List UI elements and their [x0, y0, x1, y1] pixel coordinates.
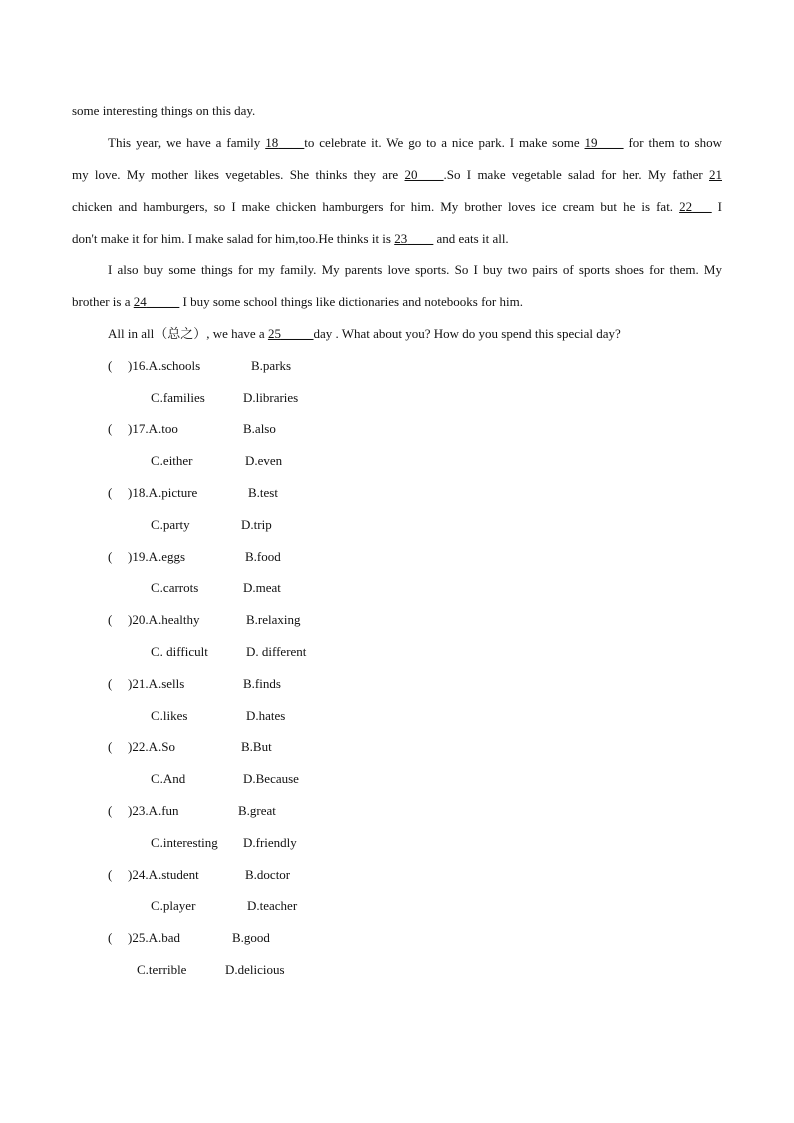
question-row	[108, 739, 175, 755]
option-c: C. difficult	[151, 644, 208, 659]
option-d: D.teacher	[247, 898, 298, 913]
passage-text: All in all（总之）, we have a	[108, 326, 268, 341]
passage-text: don't make it for him. I make salad for him,too.He thinks it is	[72, 231, 395, 246]
passage-text: I	[711, 199, 722, 214]
passage-text: I buy some school things like dictionaries and notebooks for him.	[179, 294, 523, 309]
blank-23: 23____	[394, 231, 434, 246]
answer-paren[interactable]: (	[108, 612, 113, 627]
option-a: A.eggs	[148, 549, 186, 564]
option-d: D.hates	[246, 708, 286, 723]
question-number: )17.	[128, 421, 149, 436]
option-b: B.test	[248, 485, 278, 500]
passage-line	[108, 326, 722, 342]
question-row	[108, 803, 179, 819]
option-b: B.great	[238, 803, 276, 818]
option-a: A.fun	[148, 803, 179, 818]
option-b: B.But	[241, 739, 272, 754]
question-number: )18.	[128, 485, 149, 500]
question-row	[108, 867, 199, 883]
passage-text: for them to show	[623, 135, 722, 150]
answer-paren[interactable]: (	[108, 485, 113, 500]
option-c: C.terrible	[137, 962, 187, 977]
answer-paren[interactable]: (	[108, 867, 113, 882]
option-b: B.relaxing	[246, 612, 301, 627]
passage-text: and eats it all.	[433, 231, 509, 246]
blank-20: 20____	[404, 167, 444, 182]
question-number: )20.	[128, 612, 149, 627]
option-b: B.good	[232, 930, 270, 945]
option-d: D.trip	[241, 517, 272, 532]
option-a: A.picture	[148, 485, 198, 500]
question-number: )25.	[128, 930, 149, 945]
question-number: )21.	[128, 676, 149, 691]
question-row	[108, 612, 200, 628]
option-c: C.And	[151, 771, 186, 786]
option-b: B.food	[245, 549, 281, 564]
blank-19: 19____	[584, 135, 624, 150]
answer-paren[interactable]: (	[108, 358, 113, 373]
passage-line	[72, 167, 722, 183]
option-c: C.player	[151, 898, 196, 913]
passage-text: day . What about you? How do you spend this special day?	[313, 326, 621, 341]
option-d: D.friendly	[243, 835, 297, 850]
answer-paren[interactable]: (	[108, 739, 113, 754]
answer-paren[interactable]: (	[108, 803, 113, 818]
answer-paren[interactable]: (	[108, 421, 113, 436]
question-number: )16.	[128, 358, 149, 373]
option-c: C.party	[151, 517, 190, 532]
option-a: A.So	[148, 739, 175, 754]
option-b: B.parks	[251, 358, 292, 373]
passage-line	[72, 231, 722, 247]
passage-line	[108, 262, 722, 278]
option-a: A.too	[148, 421, 178, 436]
passage-line	[72, 294, 722, 310]
option-d: D.even	[245, 453, 283, 468]
option-a: A.schools	[148, 358, 201, 373]
question-row	[108, 549, 185, 565]
option-a: A.sells	[148, 676, 185, 691]
answer-paren[interactable]: (	[108, 676, 113, 691]
passage-text: I also buy some things for my family. My parents love sports. So I buy two pairs of sports shoes for them. My	[108, 262, 722, 277]
question-row	[108, 676, 184, 692]
blank-21: 21	[709, 167, 722, 182]
question-row	[108, 421, 178, 437]
option-c: C.carrots	[151, 580, 199, 595]
passage-text: .So I make vegetable salad for her. My father	[443, 167, 709, 182]
passage-line	[72, 103, 722, 119]
option-d: D.libraries	[243, 390, 299, 405]
option-d: D. different	[246, 644, 307, 659]
option-a: A.student	[148, 867, 199, 882]
answer-paren[interactable]: (	[108, 549, 113, 564]
passage-text: This year, we have a family	[108, 135, 266, 150]
passage-line	[108, 135, 722, 151]
option-a: A.bad	[148, 930, 181, 945]
question-number: )19.	[128, 549, 149, 564]
blank-25: 25_____	[267, 326, 314, 341]
option-c: C.likes	[151, 708, 188, 723]
option-d: D.delicious	[225, 962, 285, 977]
blank-24: 24_____	[133, 294, 180, 309]
option-b: B.doctor	[245, 867, 291, 882]
passage-text: brother is a	[72, 294, 134, 309]
option-d: D.Because	[243, 771, 299, 786]
blank-18: 18____	[265, 135, 305, 150]
passage-text: chicken and hamburgers, so I make chicken hamburgers for him. My brother loves ice cream but he is fat.	[72, 199, 680, 214]
question-number: )23.	[128, 803, 149, 818]
question-number: )24.	[128, 867, 149, 882]
option-c: C.either	[151, 453, 193, 468]
passage-text: some interesting things on this day.	[72, 103, 256, 118]
answer-paren[interactable]: (	[108, 930, 113, 945]
blank-22: 22___	[679, 199, 712, 214]
option-c: C.interesting	[151, 835, 218, 850]
option-b: B.also	[243, 421, 276, 436]
question-row	[108, 930, 180, 946]
question-number: )22.	[128, 739, 149, 754]
passage-line	[72, 199, 722, 215]
option-b: B.finds	[243, 676, 281, 691]
passage-text: my love. My mother likes vegetables. She thinks they are	[72, 167, 405, 182]
option-d: D.meat	[243, 580, 281, 595]
option-c: C.families	[151, 390, 205, 405]
question-row	[108, 485, 197, 501]
passage-text: to celebrate it. We go to a nice park. I make some	[304, 135, 585, 150]
option-a: A.healthy	[148, 612, 200, 627]
question-row	[108, 358, 200, 374]
